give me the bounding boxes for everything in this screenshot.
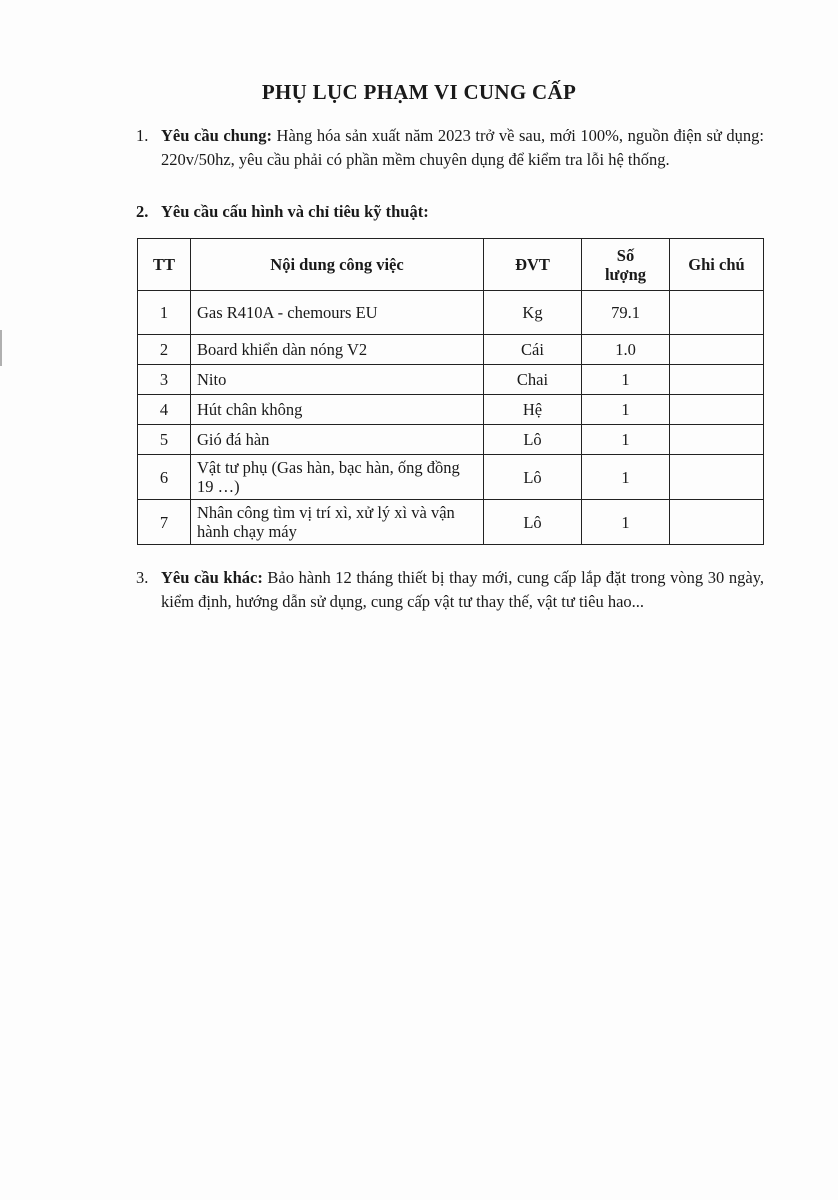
cell-content: Vật tư phụ (Gas hàn, bạc hàn, ống đồng 19 …) — [191, 455, 484, 500]
cell-content: Hút chân không — [191, 395, 484, 425]
section-heading: Yêu cầu chung: — [161, 126, 272, 145]
cell-note — [670, 425, 764, 455]
cell-note — [670, 455, 764, 500]
section-general-requirements — [136, 124, 764, 172]
table-row — [138, 455, 764, 500]
cell-quantity: 1 — [582, 455, 670, 500]
header-content: Nội dung công việc — [191, 239, 484, 291]
cell-quantity: 79.1 — [582, 291, 670, 335]
table-row — [138, 365, 764, 395]
section-other-requirements — [136, 566, 764, 614]
cell-note — [670, 335, 764, 365]
section-text: Hàng hóa sản xuất năm 2023 trở về sau, mới 100%, nguồn điện sử dụng: 220v/50hz, yêu cầu phải có phần mềm chuyên dụng để kiểm tra lỗi hệ thống. — [161, 126, 765, 169]
cell-unit: Hệ — [484, 395, 582, 425]
cell-tt: 7 — [138, 500, 191, 545]
header-quantity — [582, 239, 670, 291]
cell-note — [670, 500, 764, 545]
section-heading: Yêu cầu cấu hình và chỉ tiêu kỹ thuật: — [161, 202, 429, 221]
cell-note — [670, 365, 764, 395]
scan-edge-mark — [0, 330, 2, 366]
section-technical-requirements — [136, 200, 764, 224]
table-row — [138, 395, 764, 425]
header-quantity-line2: lượng — [604, 264, 647, 284]
cell-content: Gió đá hàn — [191, 425, 484, 455]
cell-tt: 4 — [138, 395, 191, 425]
cell-unit: Kg — [484, 291, 582, 335]
cell-tt: 3 — [138, 365, 191, 395]
cell-tt: 6 — [138, 455, 191, 500]
table-row — [138, 291, 764, 335]
cell-tt: 2 — [138, 335, 191, 365]
document-title: PHỤ LỤC PHẠM VI CUNG CẤP — [261, 80, 577, 104]
cell-tt: 1 — [138, 291, 191, 335]
cell-unit: Lô — [484, 425, 582, 455]
table-header-row — [138, 239, 764, 291]
section-body — [161, 566, 764, 614]
cell-quantity: 1 — [582, 425, 670, 455]
cell-quantity: 1 — [582, 500, 670, 545]
section-number: 2. — [136, 202, 149, 221]
cell-unit: Chai — [484, 365, 582, 395]
cell-quantity: 1.0 — [582, 335, 670, 365]
table-row — [138, 335, 764, 365]
section-heading: Yêu cầu khác: — [161, 568, 263, 587]
cell-tt: 5 — [138, 425, 191, 455]
table-row — [138, 425, 764, 455]
cell-unit: Lô — [484, 500, 582, 545]
cell-unit: Lô — [484, 455, 582, 500]
cell-note — [670, 395, 764, 425]
section-text: Bảo hành 12 tháng thiết bị thay mới, cung cấp lắp đặt trong vòng 30 ngày, kiểm định, hướng dẫn sử dụng, cung cấp vật tư thay thế, vật tư tiêu hao... — [161, 568, 764, 611]
header-quantity-line1: Số — [616, 245, 635, 265]
scope-table — [137, 238, 764, 545]
header-unit: ĐVT — [484, 239, 582, 291]
cell-quantity: 1 — [582, 365, 670, 395]
cell-note — [670, 291, 764, 335]
cell-quantity: 1 — [582, 395, 670, 425]
cell-unit: Cái — [484, 335, 582, 365]
header-note: Ghi chú — [670, 239, 764, 291]
cell-content: Nito — [191, 365, 484, 395]
section-number: 1. — [136, 126, 149, 145]
cell-content: Board khiển dàn nóng V2 — [191, 335, 484, 365]
table-row — [138, 500, 764, 545]
header-tt: TT — [138, 239, 191, 291]
section-body — [161, 124, 764, 172]
section-number: 3. — [136, 568, 149, 587]
cell-content: Nhân công tìm vị trí xì, xử lý xì và vận hành chạy máy — [191, 500, 484, 545]
cell-content: Gas R410A - chemours EU — [191, 291, 484, 335]
